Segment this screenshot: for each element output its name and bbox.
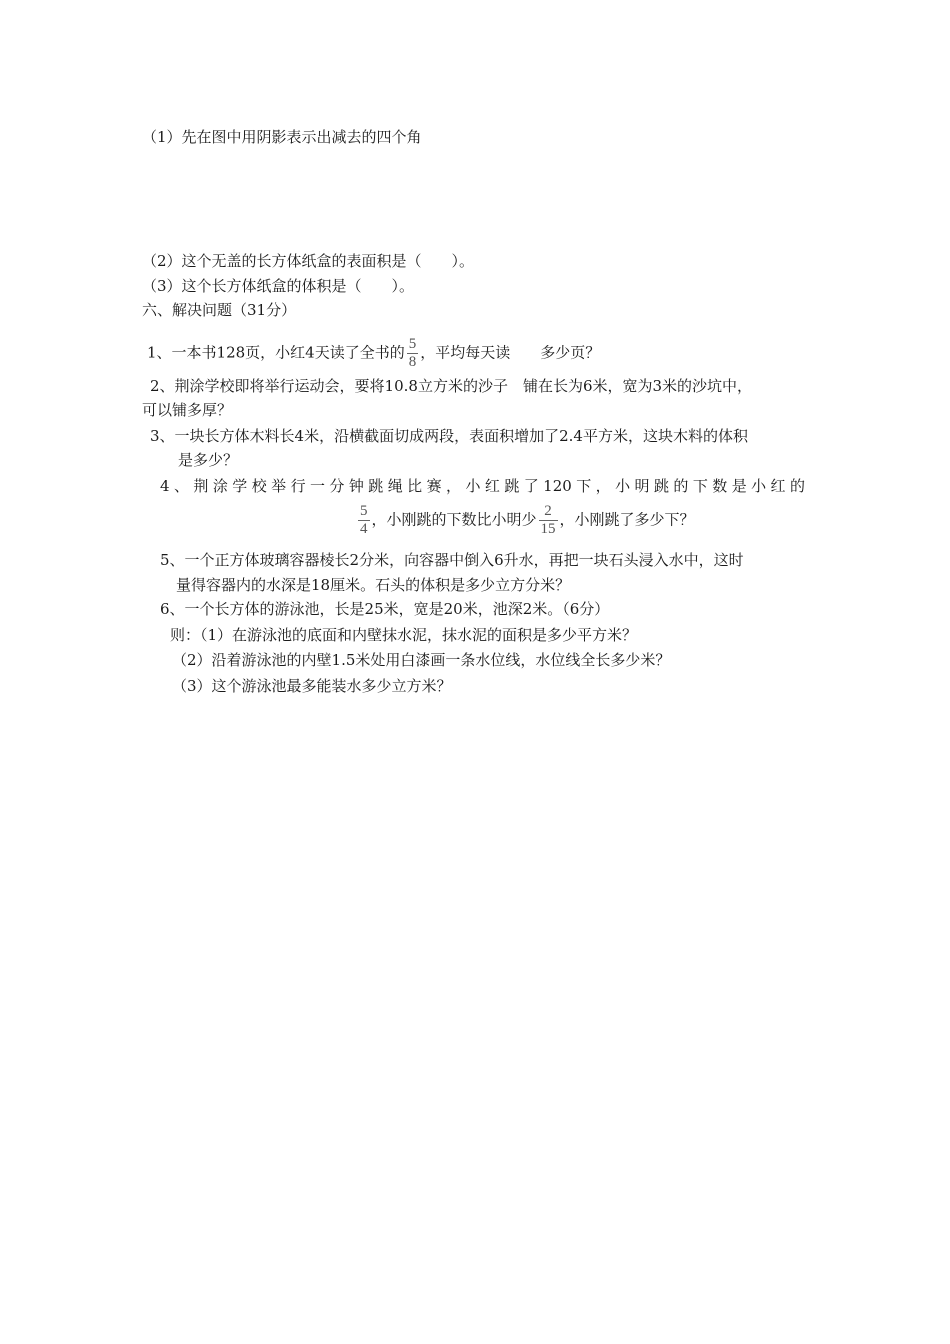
question-part-1: （1）先在图中用阴影表示出减去的四个角	[142, 128, 422, 146]
problem-5-line-2: 量得容器内的水深是18厘米。石头的体积是多少立方分米？	[176, 576, 571, 594]
problem-6-sub-3: （3）这个游泳池最多能装水多少立方米？	[172, 677, 452, 695]
problem-6-line-1: 6、一个长方体的游泳池，长是25米，宽是20米，池深2米。（6分）	[160, 600, 610, 618]
problem-4-line-1: 4、荆涂学校举行一分钟跳绳比赛，小红跳了120下，小明跳的下数是小红的	[160, 477, 805, 495]
problem-1-text-a: 1、一本书128页，小红4天读了全书的	[147, 343, 405, 362]
problem-3-line-2: 是多少？	[178, 451, 239, 469]
fraction-denominator: 8	[408, 354, 417, 370]
problem-1	[147, 336, 600, 371]
question-part-2: （2）这个无盖的长方体纸盒的表面积是（ ）。	[142, 252, 475, 270]
problem-4-text-mid: ，小刚跳的下数比小明少	[371, 510, 537, 529]
fraction-numerator: 2	[544, 503, 552, 519]
question-part-3: （3）这个长方体纸盒的体积是（ ）。	[142, 277, 415, 295]
fraction-five-eighths	[407, 336, 419, 371]
problem-2-line-1: 2、荆涂学校即将举行运动会，要将10.8立方米的沙子 铺在长为6米，宽为3米的沙坑中，	[150, 377, 753, 395]
problem-2-line-2: 可以铺多厚？	[142, 401, 233, 419]
fraction-numerator: 5	[408, 336, 417, 352]
fraction-numerator: 5	[360, 503, 368, 519]
problem-4-text-end: ，小刚跳了多少下？	[559, 510, 695, 529]
problem-5-line-1: 5、一个正方体玻璃容器棱长2分米，向容器中倒入6升水，再把一块石头浸入水中，这时	[160, 551, 744, 569]
problem-4-line-2	[356, 503, 695, 538]
fraction-denominator: 15	[540, 521, 556, 537]
fraction-five-fourths	[358, 503, 370, 538]
problem-6-sub-1: 则：（1）在游泳池的底面和内壁抹水泥，抹水泥的面积是多少平方米？	[170, 626, 638, 644]
problem-1-text-b: ，平均每天读 多少页？	[420, 343, 601, 362]
problem-6-sub-2: （2）沿着游泳池的内壁1.5米处用白漆画一条水位线，水位线全长多少米？	[172, 651, 671, 669]
problem-3-line-1: 3、一块长方体木料长4米，沿横截面切成两段，表面积增加了2.4平方米，这块木料的体积	[150, 427, 748, 445]
fraction-denominator: 4	[360, 521, 368, 537]
section-heading: 六、解决问题（31分）	[142, 301, 297, 319]
fraction-two-fifteenths	[539, 503, 558, 538]
